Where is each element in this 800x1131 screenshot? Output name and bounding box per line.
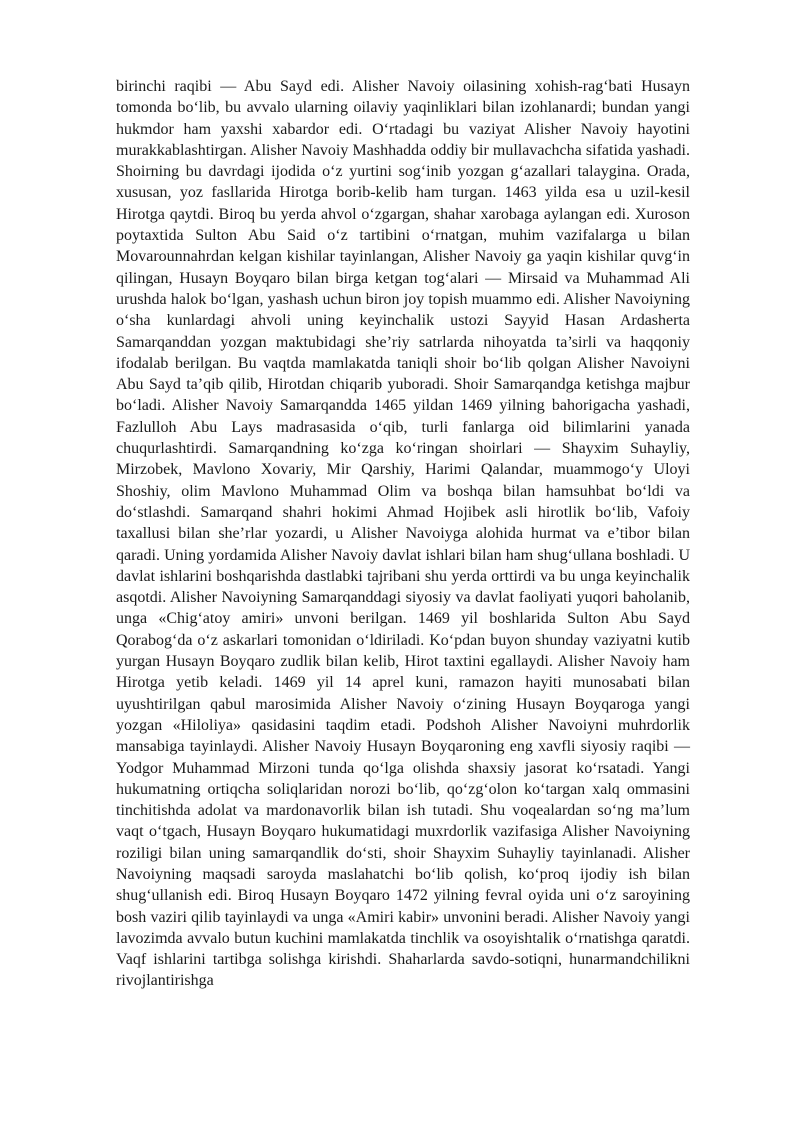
document-page: [116, 76, 690, 992]
body-paragraph: birinchi raqibi — Abu Sayd edi. Alisher Navoiy oilasining xohish-rag‘bati Husayn tomonda bo‘lib, bu avvalo ularning oilaviy yaqinliklari bilan izohlanardi; bundan yangi hukmdor ham yaxshi xabardor edi. O‘rtadagi bu vaziyat Alisher Navoiy hayotini murakkablashtirgan. Alisher Navoiy Mashhadda oddiy bir mullavachcha sifatida yashadi. Shoirning bu davrdagi ijodida o‘z yurtini sog‘inib yozgan g‘azallari talaygina. Orada, xususan, yoz fasllarida Hirotga borib-kelib ham turgan. 1463 yilda esa u uzil-kesil Hirotga qaytdi. Biroq bu yerda ahvol o‘zgargan, shahar xarobaga aylangan edi. Xuroson poytaxtida Sulton Abu Said o‘z tartibini o‘rnatgan, muhim vazifalarga u bilan Movarounnahrdan kelgan kishilar tayinlangan, Alisher Navoiy ga yaqin kishilar quvg‘in qilingan, Husayn Boyqaro bilan birga ketgan tog‘alari — Mirsaid va Muhammad Ali urushda halok bo‘lgan, yashash uchun biron joy topish muammo edi. Alisher Navoiyning o‘sha kunlardagi ahvoli uning keyinchalik ustozi Sayyid Hasan Ardasherta Samarqanddan yozgan maktubidagi she’riy satrlarda nihoyatda ta’sirli va haqqoniy ifodalab berilgan. Bu vaqtda mamlakatda taniqli shoir bo‘lib qolgan Alisher Navoiyni Abu Sayd ta’qib qilib, Hirotdan chiqarib yuboradi. Shoir Samarqandga ketishga majbur bo‘ladi. Alisher Navoiy Samarqandda 1465 yildan 1469 yilning bahorigacha yashadi, Fazlulloh Abu Lays madrasasida o‘qib, turli fanlarga oid bilimlarini yanada chuqurlashtirdi. Samarqandning ko‘zga ko‘ringan shoirlari — Shayxim Suhayliy, Mirzobek, Mavlono Xovariy, Mir Qarshiy, Harimi Qalandar, muammogo‘y Uloyi Shoshiy, olim Mavlono Muhammad Olim va boshqa bilan hamsuhbat bo‘ldi va do‘stlashdi. Samarqand shahri hokimi Ahmad Hojibek asli hirotlik bo‘lib, Vafoiy taxallusi bilan she’rlar yozardi, u Alisher Navoiyga alohida hurmat va e’tibor bilan qaradi. Uning yordamida Alisher Navoiy davlat ishlari bilan ham shug‘ullana boshladi. U davlat ishlarini boshqarishda dastlabki tajribani shu yerda orttirdi va bu unga keyinchalik asqotdi. Alisher Navoiyning Samarqanddagi siyosiy va davlat faoliyati yuqori baholanib, unga «Chig‘atoy amiri» unvoni berilgan. 1469 yil boshlarida Sulton Abu Sayd Qorabog‘da o‘z askarlari tomonidan o‘ldiriladi. Ko‘pdan buyon shunday vaziyatni kutib yurgan Husayn Boyqaro zudlik bilan kelib, Hirot taxtini egallaydi. Alisher Navoiy ham Hirotga yetib keladi. 1469 yil 14 aprel kuni, ramazon hayiti munosabati bilan uyushtirilgan qabul marosimida Alisher Navoiy o‘zining Husayn Boyqaroga yangi yozgan «Hiloliya» qasidasini taqdim etadi. Podshoh Alisher Navoiyni muhrdorlik mansabiga tayinlaydi. Alisher Navoiy Husayn Boyqaroning eng xavfli siyosiy raqibi — Yodgor Muhammad Mirzoni tunda qo‘lga olishda shaxsiy jasorat ko‘rsatadi. Yangi hukumatning ortiqcha soliqlaridan norozi bo‘lib, qo‘zg‘olon ko‘targan xalq ommasini tinchitishda adolat va mardonavorlik bilan ish tutadi. Shu voqealardan so‘ng ma’lum vaqt o‘tgach, Husayn Boyqaro hukumatidagi muxrdorlik vazifasiga Alisher Navoiyning roziligi bilan uning samarqandlik do‘sti, shoir Shayxim Suhayliy tayinlanadi. Alisher Navoiyning maqsadi saroyda maslahatchi bo‘lib qolish, ko‘proq ijodiy ish bilan shug‘ullanish edi. Biroq Husayn Boyqaro 1472 yilning fevral oyida uni o‘z saroyining bosh vaziri qilib tayinlaydi va unga «Amiri kabir» unvonini beradi. Alisher Navoiy yangi lavozimda avvalo butun kuchini mamlakatda tinchlik va osoyishtalik o‘rnatishga qaratdi. Vaqf ishlarini tartibga solishga kirishdi. Shaharlarda savdo-sotiqni, hunarmandchilikni rivojlantirishga: [116, 78, 690, 990]
